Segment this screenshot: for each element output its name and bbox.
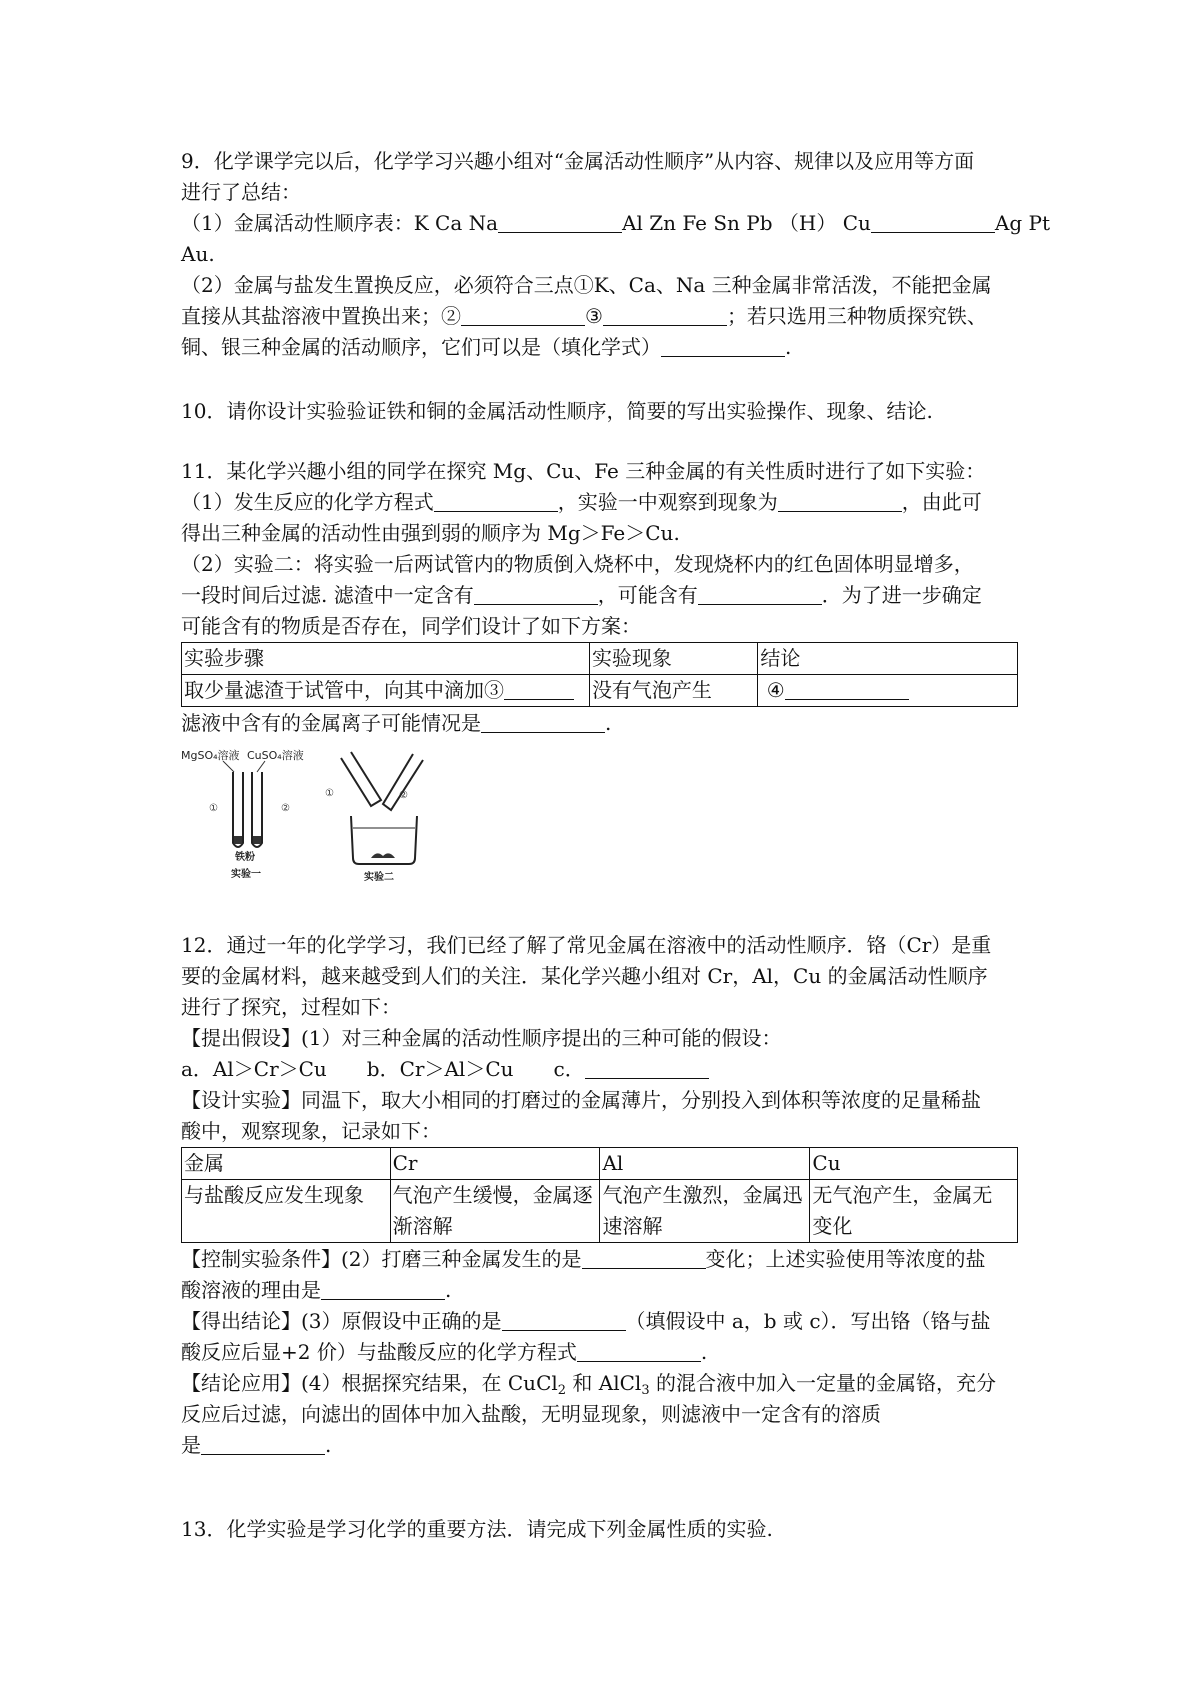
q9-line-2: 进行了总结： <box>181 180 301 204</box>
question-10 <box>181 396 1019 427</box>
iron-powder <box>253 836 261 844</box>
q12-text: a．Al＞Cr＞Cu b．Cr＞Al＞Cu c． <box>181 1057 585 1081</box>
table-cell-text: ④ <box>766 678 785 702</box>
question-9 <box>181 146 1050 363</box>
table-cell-line: 渐溶解 <box>392 1214 453 1238</box>
q12-line-3: 进行了探究，过程如下： <box>181 995 401 1019</box>
q9-text: . <box>785 335 792 359</box>
q11-text: ，由此可 <box>901 490 982 514</box>
table-header-cell: 实验现象 <box>589 643 757 675</box>
table-header-cell: 结论 <box>758 643 1018 675</box>
q9-text: Ag Pt <box>994 211 1050 235</box>
q11-line-5 <box>181 580 1019 611</box>
label-leader-line <box>223 761 234 772</box>
answer-blank[interactable] <box>474 584 598 605</box>
q9-text: （1）金属活动性顺序表：K Ca Na <box>181 211 499 235</box>
answer-blank[interactable] <box>698 584 822 605</box>
q12-text: 【得出结论】(3）原假设中正确的是 <box>181 1309 502 1333</box>
q12-text: 【结论应用】(4）根据探究结果，在 CuCl <box>181 1371 558 1395</box>
answer-blank[interactable] <box>577 1341 701 1362</box>
table-cell-line: 气泡产生激烈，金属迅 <box>602 1183 803 1207</box>
q13-line-1: 13．化学实验是学习化学的重要方法．请完成下列金属性质的实验. <box>181 1517 773 1541</box>
tube-number-2: ② <box>281 803 290 814</box>
figure-label-exp1: 实验一 <box>231 869 261 880</box>
q12-line-14 <box>181 1430 1019 1461</box>
q9-text: ③ <box>585 304 603 328</box>
q12-text: 是 <box>181 1433 201 1457</box>
q11-text: ．为了进一步确定 <box>821 583 982 607</box>
answer-blank[interactable] <box>502 1310 626 1331</box>
q11-text: . <box>605 711 612 735</box>
question-11 <box>181 456 1019 642</box>
q12-line-9 <box>181 1275 1019 1306</box>
answer-blank[interactable] <box>785 679 909 700</box>
table-header-row <box>182 643 1018 675</box>
table-cell <box>758 675 1018 707</box>
q12-results-table <box>181 1147 1018 1243</box>
pouring-tube-2 <box>383 754 423 810</box>
answer-blank[interactable] <box>481 712 605 733</box>
tube-number-2: ② <box>399 790 408 801</box>
q12-text: 的混合液中加入一定量的金属铬，充分 <box>649 1371 996 1395</box>
subscript: 2 <box>557 1383 567 1398</box>
test-tube-2 <box>252 772 262 847</box>
q12-line-12 <box>181 1368 1019 1399</box>
table-cell <box>182 675 590 707</box>
q11-text: 一段时间后过滤. 滤渣中一定含有 <box>181 583 474 607</box>
table-cell <box>810 1180 1018 1243</box>
table-row <box>182 675 1018 707</box>
answer-blank[interactable] <box>871 212 995 233</box>
q11-line-7 <box>181 708 1019 739</box>
q9-line-7 <box>181 332 1019 363</box>
answer-blank[interactable] <box>661 336 785 357</box>
q12-text: （填假设中 a，b 或 c）．写出铬（铬与盐 <box>625 1309 991 1333</box>
figure-label-iron: 铁粉 <box>235 852 255 863</box>
answer-blank[interactable] <box>778 491 902 512</box>
question-13 <box>181 1514 1019 1545</box>
q9-line-5: （2）金属与盐发生置换反应，必须符合三点①K、Ca、Na 三种金属非常活泼，不能把金属 <box>181 273 992 297</box>
table-cell: 与盐酸反应发生现象 <box>182 1180 391 1243</box>
q9-line-1: 9．化学课学完以后，化学学习兴趣小组对“金属活动性顺序”从内容、规律以及应用等方面 <box>181 149 975 173</box>
q12-line-10 <box>181 1306 1019 1337</box>
q10-line-1: 10．请你设计实验验证铁和铜的金属活动性顺序，简要的写出实验操作、现象、结论. <box>181 399 933 423</box>
q12-line-5 <box>181 1054 1019 1085</box>
answer-blank[interactable] <box>434 491 558 512</box>
table-header-cell: 金属 <box>182 1148 391 1180</box>
table-cell-line: 变化 <box>812 1214 853 1238</box>
label-leader-line <box>257 761 265 772</box>
answer-blank[interactable] <box>582 1248 706 1269</box>
answer-blank[interactable] <box>585 1058 709 1079</box>
answer-blank[interactable] <box>603 305 727 326</box>
table-cell <box>390 1180 600 1243</box>
q11-experiment-table <box>181 642 1018 707</box>
q9-text: 铜、银三种金属的活动顺序，它们可以是（填化学式） <box>181 335 661 359</box>
q12-line-8 <box>181 1244 1019 1275</box>
q12-text: . <box>700 1340 708 1364</box>
table-cell-line: 速溶解 <box>602 1214 663 1238</box>
figure-label-mgso4: MgSO₄溶液 <box>181 749 240 762</box>
tube-number-1: ① <box>325 788 334 799</box>
q12-text: 变化；上述实验使用等浓度的盐 <box>705 1247 986 1271</box>
pouring-tube-1 <box>341 752 381 806</box>
answer-blank[interactable] <box>504 679 574 700</box>
table-header-cell: Cr <box>390 1148 600 1180</box>
question-12 <box>181 930 1019 1147</box>
q11-line-1: 11．某化学兴趣小组的同学在探究 Mg、Cu、Fe 三种金属的有关性质时进行了如下实验： <box>181 459 986 483</box>
q11-conclusion <box>181 708 1019 739</box>
table-header-cell: 实验步骤 <box>182 643 590 675</box>
q12-line-4: 【提出假设】(1）对三种金属的活动性顺序提出的三种可能的假设： <box>181 1026 782 1050</box>
q12-line-13: 反应后过滤，向滤出的固体中加入盐酸，无明显现象，则滤液中一定含有的溶质 <box>181 1402 881 1426</box>
table-cell-line: 无气泡产生，金属无 <box>812 1183 993 1207</box>
q9-text: Al Zn Fe Sn Pb （H） Cu <box>622 211 871 235</box>
q12-text: . <box>445 1278 452 1302</box>
table-cell <box>600 1180 810 1243</box>
q11-line-6: 可能含有的物质是否存在，同学们设计了如下方案： <box>181 614 641 638</box>
table-cell-text: 取少量滤渣于试管中，向其中滴加③ <box>184 678 504 702</box>
answer-blank[interactable] <box>498 212 622 233</box>
iron-powder <box>234 836 242 844</box>
answer-blank[interactable] <box>461 305 585 326</box>
q12-line-2: 要的金属材料，越来越受到人们的关注．某化学兴趣小组对 Cr，Al，Cu 的金属活动性顺序 <box>181 964 988 988</box>
subscript: 3 <box>641 1383 650 1398</box>
q12-text: 和 AlCl <box>566 1371 642 1395</box>
table-header-cell: Al <box>600 1148 810 1180</box>
table-header-cell: Cu <box>810 1148 1018 1180</box>
red-solid <box>371 853 395 858</box>
figure-label-exp2: 实验二 <box>364 872 394 883</box>
q11-text: （1）发生反应的化学方程式 <box>181 490 434 514</box>
q11-text: ，实验一中观察到现象为 <box>557 490 778 514</box>
q12-line-11 <box>181 1337 1019 1368</box>
q12-text: . <box>325 1433 332 1457</box>
figure-label-cuso4: CuSO₄溶液 <box>247 749 304 762</box>
table-row <box>182 1180 1018 1243</box>
q9-line-4: Au. <box>181 242 215 266</box>
tube-number-1: ① <box>209 803 218 814</box>
q11-text: ，可能含有 <box>597 583 698 607</box>
q12-continued <box>181 1244 1019 1461</box>
q12-text: 酸溶液的理由是 <box>181 1278 321 1302</box>
q9-line-3 <box>181 208 1050 239</box>
q9-text: ；若只选用三种物质探究铁、 <box>726 304 987 328</box>
q12-text: 【控制实验条件】(2）打磨三种金属发生的是 <box>181 1247 582 1271</box>
q9-text: 直接从其盐溶液中置换出来；② <box>181 304 461 328</box>
q12-line-6: 【设计实验】同温下，取大小相同的打磨过的金属薄片，分别投入到体积等浓度的足量稀盐 <box>181 1088 981 1112</box>
q12-text: 酸反应后显+2 价）与盐酸反应的化学方程式 <box>181 1340 577 1364</box>
answer-blank[interactable] <box>201 1434 325 1455</box>
q12-line-1: 12．通过一年的化学学习，我们已经了解了常见金属在溶液中的活动性顺序．铬（Cr）是重 <box>181 933 992 957</box>
q11-line-2 <box>181 487 1019 518</box>
q11-line-3: 得出三种金属的活动性由强到弱的顺序为 Mg＞Fe＞Cu. <box>181 521 680 545</box>
q11-line-4: （2）实验二：将实验一后两试管内的物质倒入烧杯中，发现烧杯内的红色固体明显增多， <box>181 552 974 576</box>
q12-line-7: 酸中，观察现象，记录如下： <box>181 1119 441 1143</box>
table-cell: 没有气泡产生 <box>589 675 757 707</box>
test-tube-1 <box>233 772 243 847</box>
q9-line-6 <box>181 301 1019 332</box>
table-cell-line: 气泡产生缓慢，金属逐 <box>392 1183 593 1207</box>
answer-blank[interactable] <box>321 1279 445 1300</box>
table-header-row <box>182 1148 1018 1180</box>
q11-text: 滤液中含有的金属离子可能情况是 <box>181 711 481 735</box>
experiment-figure <box>181 748 453 896</box>
